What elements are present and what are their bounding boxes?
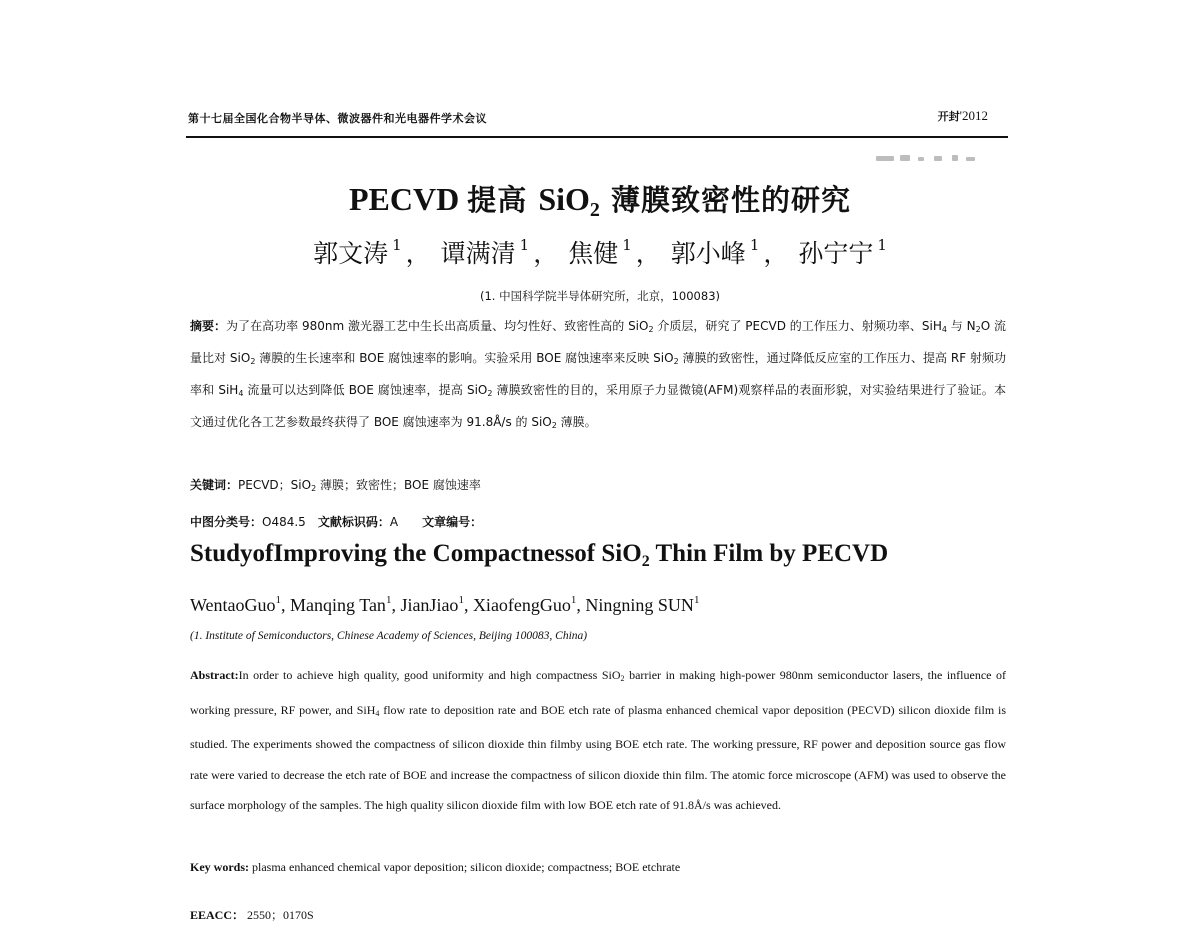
affiliation-chinese: (1. 中国科学院半导体研究所，北京，100083): [480, 289, 720, 303]
keywords-english: [190, 860, 680, 875]
clc-value: O484.5: [262, 515, 306, 529]
year: 2012: [962, 108, 988, 123]
title-en-post: Thin Film by PECVD: [649, 540, 889, 567]
abstract-cn-text: 薄膜的致密性，通过降低反应室的工作压力、提高 RF 射频功率和 SiH: [190, 351, 1006, 397]
author-en-name: JianJiao: [400, 595, 459, 615]
title-cn-zh2: 薄膜致密性的研究: [599, 183, 851, 217]
abstract-en-text: barrier in making high-power 980nm semiconductor lasers, the influence of working pressure, RF power, and SiH: [190, 668, 1006, 717]
author-en-name: XiaofengGuo: [472, 595, 571, 615]
subscript: 2: [551, 421, 557, 430]
author-cn: [671, 234, 760, 270]
author-cn-name: 谭满清: [440, 239, 516, 268]
header-rule: [186, 136, 1008, 138]
author-cn-aff: 1: [622, 236, 632, 254]
abstract-cn-text: 薄膜。: [556, 415, 597, 429]
keywords-cn-label: 关键词：: [190, 478, 239, 492]
subscript: 2: [250, 357, 256, 366]
scan-artifact: [872, 152, 982, 166]
venue: 开封: [937, 110, 960, 123]
title-cn-pre: PECVD: [348, 181, 468, 217]
conference-name: 第十七届全国化合物半导体、微波器件和光电器件学术会议: [188, 112, 487, 125]
author-en-aff: 1: [570, 594, 577, 606]
abstract-cn-text: 介质层，研究了 PECVD 的工作压力、射频功率、SiH: [653, 319, 942, 333]
title-cn-subscript: 2: [589, 199, 600, 221]
author-cn: [568, 234, 632, 270]
running-header: [186, 108, 1008, 128]
author-cn: [798, 234, 887, 270]
subscript: 4: [238, 389, 244, 398]
doc-code-value: A: [389, 515, 399, 529]
keywords-en-value: plasma enhanced chemical vapor deposition; silicon dioxide; compactness; BOE etchrate: [252, 860, 681, 874]
abstract-en-label: Abstract:: [190, 668, 239, 682]
abstract-cn-text: O 流量比对 SiO: [190, 319, 1006, 365]
abstract-english: [190, 660, 1006, 821]
author-en-aff: 1: [693, 594, 700, 606]
author-cn: [313, 234, 402, 270]
author-en-aff: 1: [458, 594, 464, 606]
eeacc-code: [190, 906, 314, 923]
venue-year: 开封'2012: [937, 108, 988, 123]
subscript: 2: [975, 325, 981, 334]
eeacc-label: EEACC：: [190, 908, 245, 922]
title-cn-chem: SiO: [538, 181, 590, 217]
author-separator: ，: [763, 239, 789, 268]
eeacc-value: 2550；0170S: [247, 908, 314, 922]
article-number-label: 文章编号：: [422, 515, 483, 529]
subscript: 2: [487, 389, 493, 398]
title-chinese: [0, 178, 1200, 222]
abstract-en-text: flow rate to deposition rate and BOE etch rate of plasma enhanced chemical vapor deposition (PECVD) silicon dioxide film is studied. The experiments showed the compactness of silicon dioxide thin filmby using BOE etch rate. The working pressure, RF power and deposition source gas flow rate were varied to decrease the etch rate of BOE and increase the compactness of silicon dioxide thin film. The atomic force microscope (AFM) was used to observe the surface morphology of the samples. The high quality silicon dioxide film with low BOE etch rate of 91.8Å/s was achieved.: [190, 702, 1006, 812]
author-cn-aff: 1: [392, 236, 402, 254]
classification-chinese: [190, 508, 1006, 536]
author-cn-name: 孙宁宁: [798, 239, 874, 268]
title-english: [190, 540, 888, 571]
subscript: 2: [620, 674, 625, 683]
author-en-aff: 1: [385, 594, 392, 606]
subscript: 2: [311, 484, 317, 493]
author-separator: ，: [533, 239, 559, 268]
subscript: 4: [941, 325, 947, 334]
title-en-subscript: 2: [641, 553, 650, 570]
abstract-cn-text: 薄膜致密性的目的，采用原子力显微镜(AFM)观察样品的表面形貌，对实验结果进行了验证。本文通过优化各工艺参数最终获得了 BOE 腐蚀速率为 91.8Å/s 的 SiO: [190, 383, 1006, 429]
author-en-aff: 1: [275, 594, 282, 606]
author-separator: ，: [635, 239, 661, 268]
author-cn-name: 郭文涛: [313, 239, 389, 268]
author-cn-aff: 1: [519, 236, 530, 254]
title-cn-zh1: 提高: [467, 183, 539, 217]
doc-code-label: 文献标识码：: [317, 515, 390, 529]
title-en-pre: StudyofImproving the Compactnessof SiO: [190, 540, 642, 567]
authors-english: WentaoGuo$^1$, Manqing Tan$^1$, JianJiao$^1$, XiaofengGuo$^1$, Ningning SUN$^1$: [190, 594, 700, 615]
authors-chinese: [0, 234, 1200, 270]
abstract-chinese: [190, 312, 1006, 440]
abstract-cn-text: 与 N: [946, 319, 976, 333]
author-cn: [441, 234, 530, 270]
keywords-chinese: [190, 471, 1006, 503]
author-cn-name: 焦健: [568, 239, 619, 268]
abstract-cn-text: 流量可以达到降低 BOE 腐蚀速率，提高 SiO: [243, 383, 488, 397]
subscript: 2: [673, 357, 679, 366]
author-separator: ，: [405, 239, 431, 268]
keywords-cn-text: PECVD；SiO: [238, 478, 312, 492]
author-en-name: Ningning SUN: [585, 595, 694, 615]
subscript: 4: [375, 708, 380, 718]
author-cn-name: 郭小峰: [670, 239, 746, 268]
affiliation-english: (1. Institute of Semiconductors, Chinese Academy of Sciences, Beijing 100083, China): [190, 630, 588, 642]
abstract-en-text: In order to achieve high quality, good uniformity and high compactness SiO: [238, 668, 621, 682]
author-cn-aff: 1: [749, 236, 760, 254]
author-en-name: Manqing Tan: [290, 595, 386, 615]
author-en-name: WentaoGuo: [190, 595, 276, 615]
keywords-en-label: Key words:: [190, 860, 249, 874]
abstract-cn-label: 摘要：: [190, 319, 227, 333]
clc-label: 中图分类号：: [190, 515, 263, 529]
abstract-cn-text: 薄膜的生长速率和 BOE 腐蚀速率的影响。实验采用 BOE 腐蚀速率来反映 SiO: [255, 351, 674, 365]
keywords-cn-text: 薄膜；致密性；BOE 腐蚀速率: [316, 478, 481, 492]
abstract-cn-text: 为了在高功率 980nm 激光器工艺中生长出高质量、均匀性好、致密性高的 SiO: [226, 319, 649, 333]
author-cn-aff: 1: [877, 236, 887, 254]
subscript: 2: [648, 325, 654, 334]
